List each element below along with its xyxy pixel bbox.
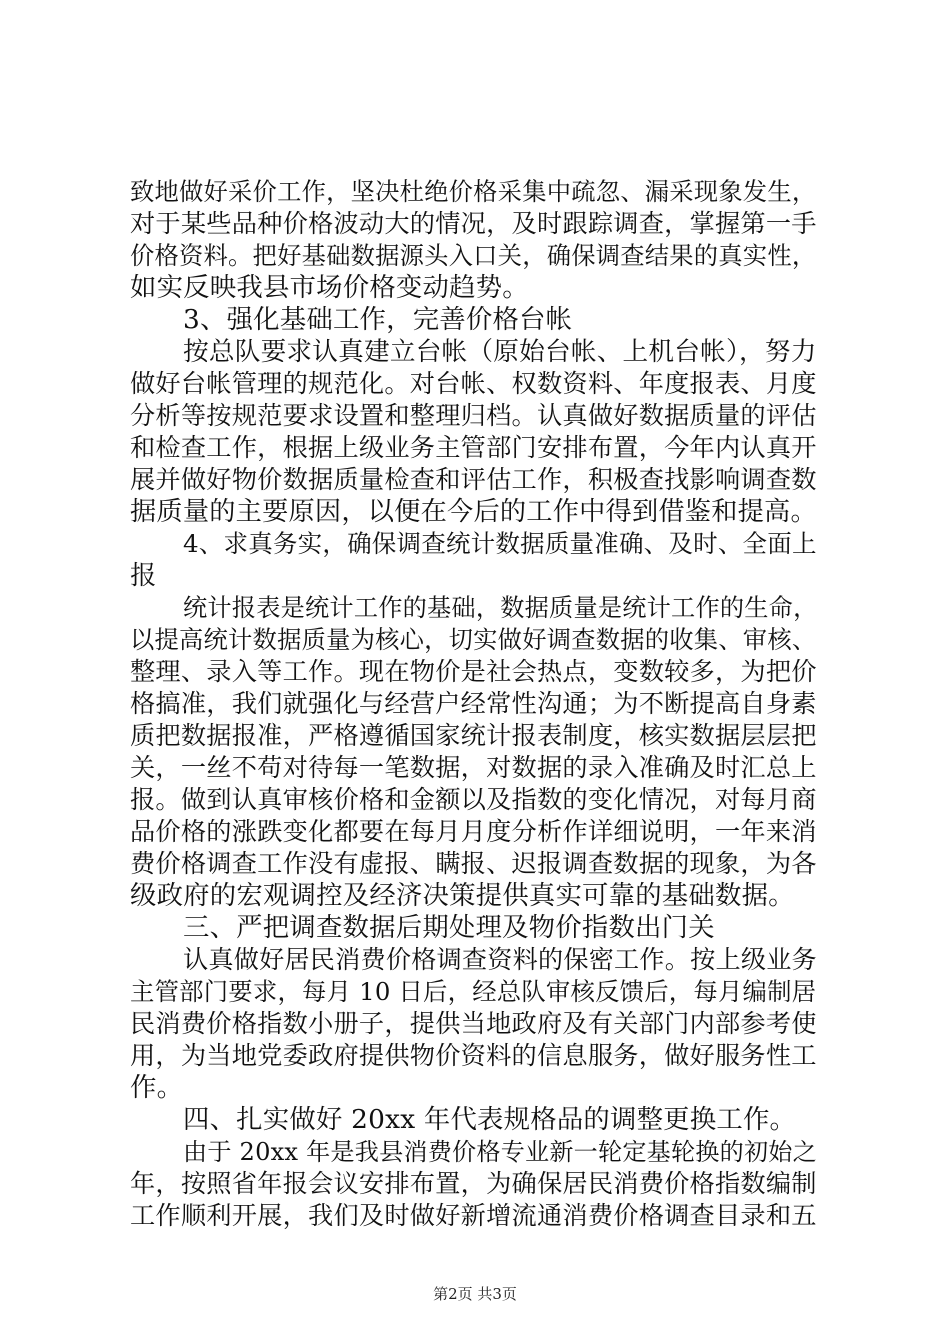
text-line: 费价格调查工作没有虚报、瞒报、迟报调查数据的现象，为各: [130, 849, 817, 878]
text-line: 致地做好采价工作，坚决杜绝价格采集中疏忽、漏采现象发生，: [130, 177, 817, 206]
text-line: 年，按照省年报会议安排布置，为确保居民消费价格指数编制: [130, 1169, 817, 1198]
text-line: 用，为当地党委政府提供物价资料的信息服务，做好服务性工: [130, 1041, 817, 1070]
text-line: 如实反映我县市场价格变动趋势。: [130, 272, 529, 303]
text-line: 做好台帐管理的规范化。对台帐、权数资料、年度报表、月度: [130, 369, 817, 398]
text-line: 据质量的主要原因，以便在今后的工作中得到借鉴和提高。: [130, 497, 817, 527]
text-line: 整理、录入等工作。现在物价是社会热点，变数较多，为把价: [130, 657, 817, 686]
text-line: 报: [130, 560, 157, 591]
body-text: [130, 176, 820, 1232]
text-line: 以提高统计数据质量为核心，切实做好调查数据的收集、审核、: [130, 625, 817, 654]
text-line: 关，一丝不苟对待每一笔数据，对数据的录入准确及时汇总上: [130, 753, 817, 782]
text-line: 4、求真务实，确保调查统计数据质量准确、及时、全面上: [183, 529, 817, 558]
text-line: 格搞准，我们就强化与经营户经常性沟通；为不断提高自身素: [130, 689, 817, 718]
text-line: 报。做到认真审核价格和金额以及指数的变化情况，对每月商: [130, 785, 817, 814]
text-line: 展并做好物价数据质量检查和评估工作，积极查找影响调查数: [130, 465, 817, 494]
text-line: 主管部门要求，每月 10 日后，经总队审核反馈后，每月编制居: [130, 977, 817, 1006]
text-line: 价格资料。把好基础数据源头入口关，确保调查结果的真实性，: [130, 241, 817, 270]
text-line: 和检查工作，根据上级业务主管部门安排布置，今年内认真开: [130, 433, 817, 462]
text-line: 3、强化基础工作，完善价格台帐: [183, 304, 573, 335]
text-line: 品价格的涨跌变化都要在每月月度分析作详细说明，一年来消: [130, 817, 817, 846]
page-footer: 第2页 共3页: [433, 1285, 517, 1303]
text-line: 级政府的宏观调控及经济决策提供真实可靠的基础数据。: [130, 880, 795, 911]
text-line: 统计报表是统计工作的基础，数据质量是统计工作的生命，: [183, 594, 818, 622]
text-line: 对于某些品种价格波动大的情况，及时跟踪调查，掌握第一手: [130, 209, 817, 238]
text-line: 认真做好居民消费价格调查资料的保密工作。按上级业务: [183, 945, 817, 974]
text-line: 工作顺利开展，我们及时做好新增流通消费价格调查目录和五: [130, 1201, 817, 1230]
text-line: 按总队要求认真建立台帐（原始台帐、上机台帐），努力: [183, 337, 817, 367]
text-line: 质把数据报准，严格遵循国家统计报表制度，核实数据层层把: [130, 721, 817, 750]
text-line: 由于 20xx 年是我县消费价格专业新一轮定基轮换的初始之: [183, 1138, 817, 1166]
text-line: 三、严把调查数据后期处理及物价指数出门关: [183, 912, 715, 943]
text-line: 分析等按规范要求设置和整理归档。认真做好数据质量的评估: [130, 401, 817, 430]
text-line: 作。: [130, 1072, 184, 1103]
text-line: 民消费价格指数小册子，提供当地政府及有关部门内部参考使: [130, 1009, 817, 1038]
text-line: 四、扎实做好 20xx 年代表规格品的调整更换工作。: [183, 1104, 797, 1135]
